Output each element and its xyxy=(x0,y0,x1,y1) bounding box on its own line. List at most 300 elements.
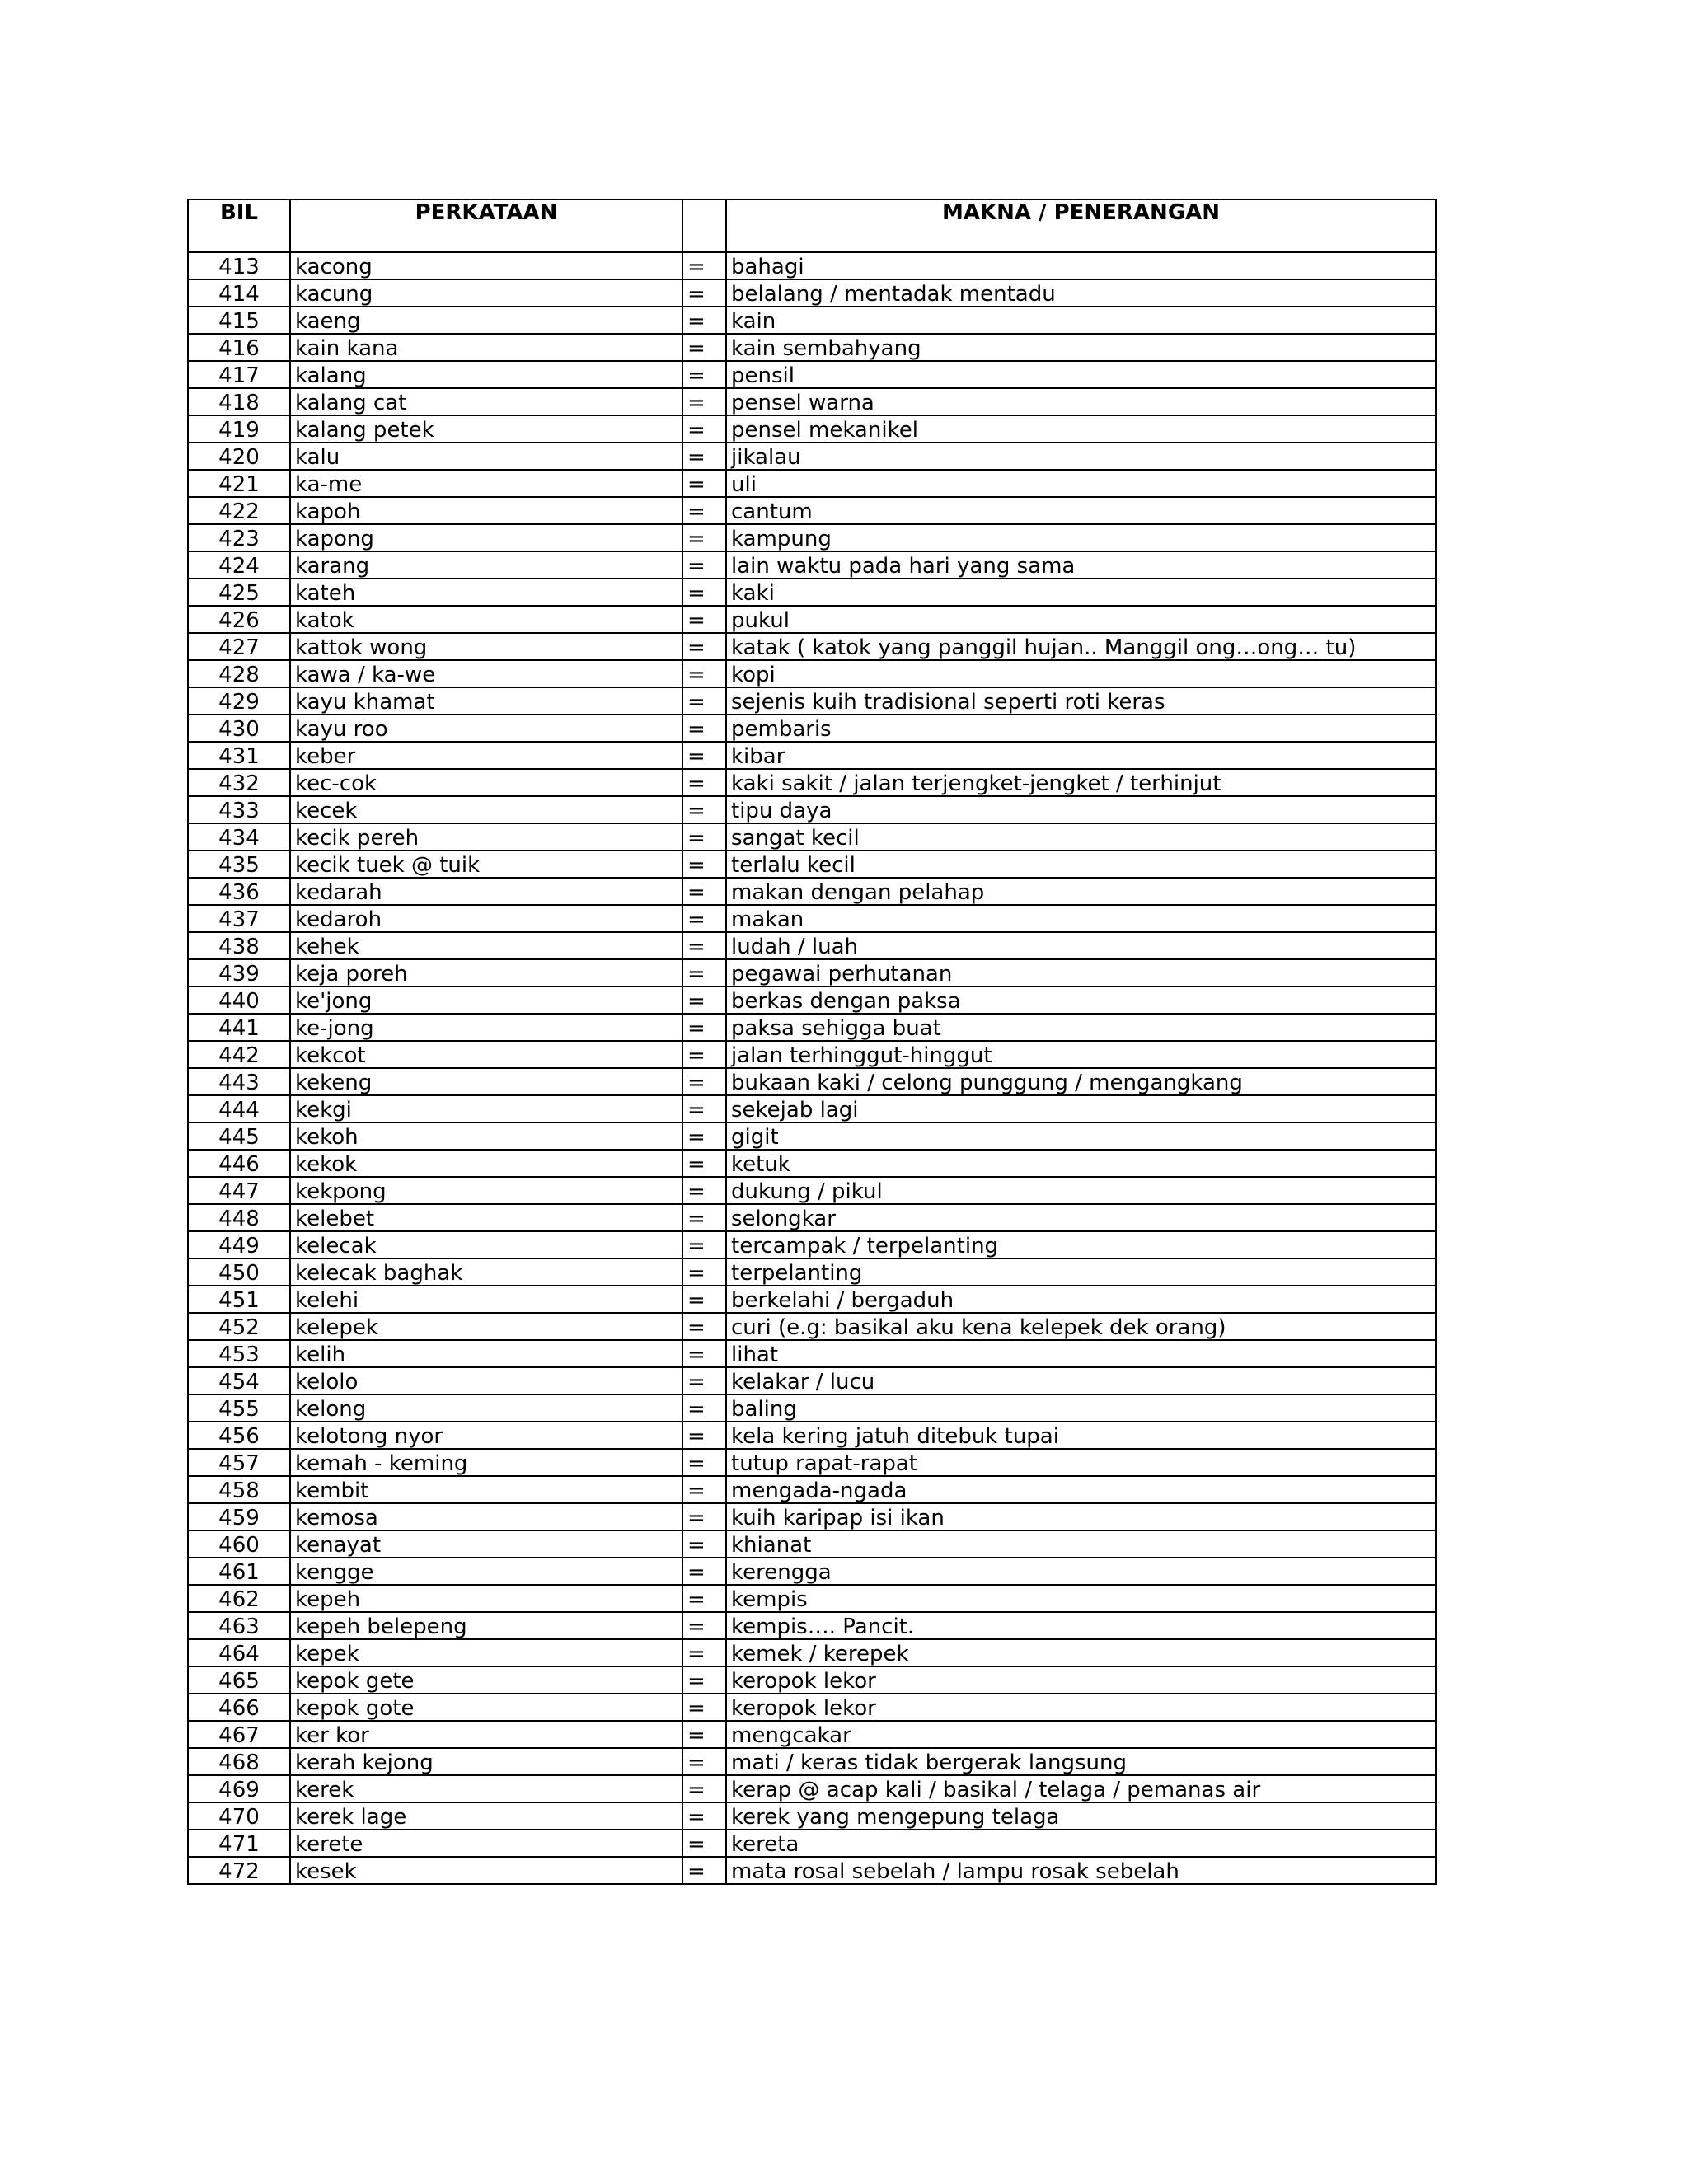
row-meaning: kempis…. Pancit. xyxy=(726,1612,1436,1639)
row-equals: = xyxy=(682,715,726,742)
row-number: 447 xyxy=(188,1177,290,1204)
row-word: kelebet xyxy=(290,1204,682,1231)
table-row xyxy=(188,742,1436,769)
row-number: 467 xyxy=(188,1721,290,1748)
row-meaning: kerap @ acap kali / basikal / telaga / pemanas air xyxy=(726,1775,1436,1802)
table-row xyxy=(188,1775,1436,1802)
row-number: 459 xyxy=(188,1503,290,1530)
row-meaning: berkelahi / bergaduh xyxy=(726,1286,1436,1313)
row-equals: = xyxy=(682,334,726,361)
row-number: 416 xyxy=(188,334,290,361)
row-meaning: pegawai perhutanan xyxy=(726,959,1436,987)
row-equals: = xyxy=(682,1068,726,1095)
table-row xyxy=(188,1857,1436,1884)
row-word: kemah - keming xyxy=(290,1449,682,1476)
row-meaning: ludah / luah xyxy=(726,932,1436,959)
row-meaning: terpelanting xyxy=(726,1258,1436,1286)
row-meaning: kempis xyxy=(726,1585,1436,1612)
row-meaning: paksa sehigga buat xyxy=(726,1014,1436,1041)
row-number: 430 xyxy=(188,715,290,742)
row-equals: = xyxy=(682,1775,726,1802)
row-number: 470 xyxy=(188,1802,290,1830)
row-number: 449 xyxy=(188,1231,290,1258)
header-row xyxy=(188,199,1436,252)
row-equals: = xyxy=(682,606,726,633)
table-row xyxy=(188,252,1436,279)
row-number: 426 xyxy=(188,606,290,633)
row-word: kain kana xyxy=(290,334,682,361)
row-word: kapong xyxy=(290,524,682,551)
row-meaning: jikalau xyxy=(726,443,1436,470)
row-word: kec-cok xyxy=(290,769,682,796)
header-bil: BIL xyxy=(188,199,290,252)
row-equals: = xyxy=(682,1449,726,1476)
row-number: 455 xyxy=(188,1394,290,1422)
table-row xyxy=(188,959,1436,987)
row-meaning: makan dengan pelahap xyxy=(726,878,1436,905)
row-meaning: kuih karipap isi ikan xyxy=(726,1503,1436,1530)
row-word: kecik tuek @ tuik xyxy=(290,851,682,878)
row-word: keja poreh xyxy=(290,959,682,987)
row-number: 453 xyxy=(188,1340,290,1367)
row-number: 439 xyxy=(188,959,290,987)
row-word: kerek xyxy=(290,1775,682,1802)
table-row xyxy=(188,687,1436,715)
row-equals: = xyxy=(682,1530,726,1558)
row-number: 472 xyxy=(188,1857,290,1884)
table-row xyxy=(188,1530,1436,1558)
table-row xyxy=(188,1612,1436,1639)
row-equals: = xyxy=(682,551,726,579)
row-equals: = xyxy=(682,796,726,823)
row-equals: = xyxy=(682,742,726,769)
row-meaning: pensil xyxy=(726,361,1436,388)
row-meaning: pembaris xyxy=(726,715,1436,742)
row-number: 437 xyxy=(188,905,290,932)
glossary-table xyxy=(187,199,1437,1885)
row-word: kelecak baghak xyxy=(290,1258,682,1286)
row-number: 460 xyxy=(188,1530,290,1558)
row-meaning: kaki sakit / jalan terjengket-jengket / terhinjut xyxy=(726,769,1436,796)
row-equals: = xyxy=(682,878,726,905)
table-row xyxy=(188,823,1436,851)
row-number: 443 xyxy=(188,1068,290,1095)
row-equals: = xyxy=(682,1694,726,1721)
row-word: kenayat xyxy=(290,1530,682,1558)
table-row xyxy=(188,1286,1436,1313)
row-equals: = xyxy=(682,307,726,334)
row-meaning: tercampak / terpelanting xyxy=(726,1231,1436,1258)
row-meaning: uli xyxy=(726,470,1436,497)
row-word: kaeng xyxy=(290,307,682,334)
header-word: PERKATAAN xyxy=(290,199,682,252)
row-equals: = xyxy=(682,1177,726,1204)
table-row xyxy=(188,1204,1436,1231)
row-equals: = xyxy=(682,1340,726,1367)
row-equals: = xyxy=(682,851,726,878)
table-row xyxy=(188,1422,1436,1449)
table-row xyxy=(188,1231,1436,1258)
row-number: 420 xyxy=(188,443,290,470)
row-meaning: terlalu kecil xyxy=(726,851,1436,878)
table-row xyxy=(188,878,1436,905)
row-word: kekpong xyxy=(290,1177,682,1204)
table-row xyxy=(188,1122,1436,1150)
row-number: 424 xyxy=(188,551,290,579)
row-equals: = xyxy=(682,579,726,606)
row-word: kekcot xyxy=(290,1041,682,1068)
row-word: ke'jong xyxy=(290,987,682,1014)
table-row xyxy=(188,415,1436,443)
row-meaning: cantum xyxy=(726,497,1436,524)
table-row xyxy=(188,1802,1436,1830)
row-meaning: kerek yang mengepung telaga xyxy=(726,1802,1436,1830)
row-equals: = xyxy=(682,1748,726,1775)
row-meaning: dukung / pikul xyxy=(726,1177,1436,1204)
row-equals: = xyxy=(682,1802,726,1830)
row-number: 462 xyxy=(188,1585,290,1612)
row-meaning: lain waktu pada hari yang sama xyxy=(726,551,1436,579)
table-row xyxy=(188,606,1436,633)
row-number: 423 xyxy=(188,524,290,551)
table-row xyxy=(188,1150,1436,1177)
row-number: 425 xyxy=(188,579,290,606)
row-number: 428 xyxy=(188,660,290,687)
row-number: 421 xyxy=(188,470,290,497)
table-row xyxy=(188,1394,1436,1422)
row-meaning: gigit xyxy=(726,1122,1436,1150)
row-word: kelecak xyxy=(290,1231,682,1258)
table-row xyxy=(188,579,1436,606)
table-row xyxy=(188,1585,1436,1612)
table-row xyxy=(188,361,1436,388)
row-word: kecik pereh xyxy=(290,823,682,851)
table-row xyxy=(188,1748,1436,1775)
row-number: 445 xyxy=(188,1122,290,1150)
table-row xyxy=(188,715,1436,742)
table-row xyxy=(188,1014,1436,1041)
row-word: kepok gote xyxy=(290,1694,682,1721)
row-meaning: sangat kecil xyxy=(726,823,1436,851)
row-word: kawa / ka-we xyxy=(290,660,682,687)
row-word: kapoh xyxy=(290,497,682,524)
row-meaning: kain sembahyang xyxy=(726,334,1436,361)
row-number: 441 xyxy=(188,1014,290,1041)
table-row xyxy=(188,1095,1436,1122)
row-equals: = xyxy=(682,1666,726,1694)
row-word: kalang xyxy=(290,361,682,388)
row-equals: = xyxy=(682,1014,726,1041)
row-meaning: khianat xyxy=(726,1530,1436,1558)
row-word: ka-me xyxy=(290,470,682,497)
row-number: 444 xyxy=(188,1095,290,1122)
row-equals: = xyxy=(682,1612,726,1639)
row-number: 466 xyxy=(188,1694,290,1721)
header-equals xyxy=(682,199,726,252)
row-word: kengge xyxy=(290,1558,682,1585)
row-meaning: makan xyxy=(726,905,1436,932)
row-number: 456 xyxy=(188,1422,290,1449)
row-equals: = xyxy=(682,769,726,796)
row-number: 465 xyxy=(188,1666,290,1694)
table-row xyxy=(188,1639,1436,1666)
row-equals: = xyxy=(682,1422,726,1449)
row-word: kekgi xyxy=(290,1095,682,1122)
row-word: kattok wong xyxy=(290,633,682,660)
table-row xyxy=(188,1830,1436,1857)
row-meaning: bukaan kaki / celong punggung / mengangkang xyxy=(726,1068,1436,1095)
table-row xyxy=(188,769,1436,796)
row-meaning: bahagi xyxy=(726,252,1436,279)
row-number: 419 xyxy=(188,415,290,443)
table-row xyxy=(188,1313,1436,1340)
row-word: kalu xyxy=(290,443,682,470)
table-row xyxy=(188,1476,1436,1503)
table-row xyxy=(188,932,1436,959)
row-equals: = xyxy=(682,497,726,524)
row-equals: = xyxy=(682,1721,726,1748)
row-number: 422 xyxy=(188,497,290,524)
table-row xyxy=(188,307,1436,334)
row-meaning: keropok lekor xyxy=(726,1666,1436,1694)
row-meaning: mengcakar xyxy=(726,1721,1436,1748)
table-header xyxy=(188,199,1436,252)
row-meaning: sejenis kuih tradisional seperti roti keras xyxy=(726,687,1436,715)
row-number: 450 xyxy=(188,1258,290,1286)
row-equals: = xyxy=(682,1204,726,1231)
row-word: karang xyxy=(290,551,682,579)
row-meaning: kibar xyxy=(726,742,1436,769)
row-word: kedarah xyxy=(290,878,682,905)
row-word: kemosa xyxy=(290,1503,682,1530)
row-word: kalang petek xyxy=(290,415,682,443)
row-equals: = xyxy=(682,443,726,470)
row-equals: = xyxy=(682,252,726,279)
row-word: kelolo xyxy=(290,1367,682,1394)
table-body xyxy=(188,252,1436,1884)
row-number: 436 xyxy=(188,878,290,905)
row-equals: = xyxy=(682,1313,726,1340)
row-number: 440 xyxy=(188,987,290,1014)
row-number: 433 xyxy=(188,796,290,823)
row-meaning: ketuk xyxy=(726,1150,1436,1177)
row-equals: = xyxy=(682,1476,726,1503)
row-word: kayu khamat xyxy=(290,687,682,715)
row-number: 413 xyxy=(188,252,290,279)
table-row xyxy=(188,1068,1436,1095)
row-meaning: tipu daya xyxy=(726,796,1436,823)
table-row xyxy=(188,633,1436,660)
row-number: 458 xyxy=(188,1476,290,1503)
row-word: kecek xyxy=(290,796,682,823)
row-word: kerah kejong xyxy=(290,1748,682,1775)
row-number: 432 xyxy=(188,769,290,796)
row-number: 464 xyxy=(188,1639,290,1666)
row-meaning: kopi xyxy=(726,660,1436,687)
row-equals: = xyxy=(682,361,726,388)
row-equals: = xyxy=(682,1857,726,1884)
row-number: 463 xyxy=(188,1612,290,1639)
table-row xyxy=(188,1177,1436,1204)
row-equals: = xyxy=(682,959,726,987)
table-row xyxy=(188,524,1436,551)
row-word: katok xyxy=(290,606,682,633)
row-number: 442 xyxy=(188,1041,290,1068)
row-equals: = xyxy=(682,823,726,851)
row-word: kelotong nyor xyxy=(290,1422,682,1449)
row-word: kedaroh xyxy=(290,905,682,932)
table-row xyxy=(188,987,1436,1014)
row-meaning: baling xyxy=(726,1394,1436,1422)
row-word: kerete xyxy=(290,1830,682,1857)
row-meaning: sekejab lagi xyxy=(726,1095,1436,1122)
row-meaning: kela kering jatuh ditebuk tupai xyxy=(726,1422,1436,1449)
row-equals: = xyxy=(682,1394,726,1422)
row-meaning: lihat xyxy=(726,1340,1436,1367)
row-meaning: kelakar / lucu xyxy=(726,1367,1436,1394)
row-equals: = xyxy=(682,1367,726,1394)
row-word: kehek xyxy=(290,932,682,959)
row-number: 415 xyxy=(188,307,290,334)
row-equals: = xyxy=(682,1830,726,1857)
row-word: kerek lage xyxy=(290,1802,682,1830)
row-word: kepeh belepeng xyxy=(290,1612,682,1639)
row-number: 468 xyxy=(188,1748,290,1775)
row-number: 417 xyxy=(188,361,290,388)
row-number: 434 xyxy=(188,823,290,851)
row-meaning: mati / keras tidak bergerak langsung xyxy=(726,1748,1436,1775)
row-equals: = xyxy=(682,1231,726,1258)
row-equals: = xyxy=(682,1286,726,1313)
row-word: kelehi xyxy=(290,1286,682,1313)
row-word: kepeh xyxy=(290,1585,682,1612)
table-row xyxy=(188,1558,1436,1585)
row-word: kesek xyxy=(290,1857,682,1884)
row-word: keber xyxy=(290,742,682,769)
row-equals: = xyxy=(682,633,726,660)
row-word: ke-jong xyxy=(290,1014,682,1041)
row-number: 461 xyxy=(188,1558,290,1585)
row-equals: = xyxy=(682,1558,726,1585)
row-word: kekeng xyxy=(290,1068,682,1095)
row-number: 438 xyxy=(188,932,290,959)
row-number: 414 xyxy=(188,279,290,307)
row-equals: = xyxy=(682,1041,726,1068)
row-meaning: kemek / kerepek xyxy=(726,1639,1436,1666)
row-number: 457 xyxy=(188,1449,290,1476)
row-equals: = xyxy=(682,388,726,415)
row-word: kembit xyxy=(290,1476,682,1503)
row-meaning: selongkar xyxy=(726,1204,1436,1231)
row-word: kepok gete xyxy=(290,1666,682,1694)
row-meaning: kerengga xyxy=(726,1558,1436,1585)
table-row xyxy=(188,1721,1436,1748)
row-word: kacong xyxy=(290,252,682,279)
row-word: kekoh xyxy=(290,1122,682,1150)
row-number: 418 xyxy=(188,388,290,415)
row-meaning: kain xyxy=(726,307,1436,334)
table-row xyxy=(188,1258,1436,1286)
row-word: kelong xyxy=(290,1394,682,1422)
row-equals: = xyxy=(682,470,726,497)
row-meaning: kampung xyxy=(726,524,1436,551)
table-row xyxy=(188,443,1436,470)
row-word: kacung xyxy=(290,279,682,307)
table-row xyxy=(188,1666,1436,1694)
row-equals: = xyxy=(682,1122,726,1150)
row-number: 451 xyxy=(188,1286,290,1313)
row-word: kelih xyxy=(290,1340,682,1367)
row-number: 469 xyxy=(188,1775,290,1802)
row-number: 448 xyxy=(188,1204,290,1231)
row-equals: = xyxy=(682,1150,726,1177)
table-row xyxy=(188,497,1436,524)
row-equals: = xyxy=(682,279,726,307)
table-row xyxy=(188,279,1436,307)
row-equals: = xyxy=(682,524,726,551)
table-row xyxy=(188,1694,1436,1721)
row-number: 471 xyxy=(188,1830,290,1857)
table-row xyxy=(188,470,1436,497)
row-meaning: mengada-ngada xyxy=(726,1476,1436,1503)
row-equals: = xyxy=(682,932,726,959)
row-word: kalang cat xyxy=(290,388,682,415)
row-equals: = xyxy=(682,987,726,1014)
table-row xyxy=(188,1503,1436,1530)
table-row xyxy=(188,1041,1436,1068)
table-row xyxy=(188,388,1436,415)
row-equals: = xyxy=(682,415,726,443)
row-meaning: belalang / mentadak mentadu xyxy=(726,279,1436,307)
row-equals: = xyxy=(682,1258,726,1286)
row-meaning: katak ( katok yang panggil hujan.. Manggil ong…ong… tu) xyxy=(726,633,1436,660)
table-row xyxy=(188,334,1436,361)
row-equals: = xyxy=(682,687,726,715)
table-row xyxy=(188,851,1436,878)
row-meaning: tutup rapat-rapat xyxy=(726,1449,1436,1476)
row-meaning: keropok lekor xyxy=(726,1694,1436,1721)
row-word: kelepek xyxy=(290,1313,682,1340)
row-meaning: pensel mekanikel xyxy=(726,415,1436,443)
row-equals: = xyxy=(682,660,726,687)
row-number: 427 xyxy=(188,633,290,660)
table-row xyxy=(188,551,1436,579)
table-row xyxy=(188,905,1436,932)
row-equals: = xyxy=(682,1585,726,1612)
row-equals: = xyxy=(682,1095,726,1122)
row-word: kekok xyxy=(290,1150,682,1177)
row-equals: = xyxy=(682,1503,726,1530)
row-meaning: jalan terhinggut-hinggut xyxy=(726,1041,1436,1068)
row-number: 452 xyxy=(188,1313,290,1340)
row-equals: = xyxy=(682,905,726,932)
header-meaning: MAKNA / PENERANGAN xyxy=(726,199,1436,252)
table-row xyxy=(188,796,1436,823)
row-meaning: kaki xyxy=(726,579,1436,606)
row-word: kayu roo xyxy=(290,715,682,742)
row-meaning: curi (e.g: basikal aku kena kelepek dek orang) xyxy=(726,1313,1436,1340)
row-number: 454 xyxy=(188,1367,290,1394)
row-number: 429 xyxy=(188,687,290,715)
row-meaning: berkas dengan paksa xyxy=(726,987,1436,1014)
table-row xyxy=(188,1340,1436,1367)
row-equals: = xyxy=(682,1639,726,1666)
row-word: kateh xyxy=(290,579,682,606)
row-meaning: kereta xyxy=(726,1830,1436,1857)
row-number: 431 xyxy=(188,742,290,769)
row-meaning: pukul xyxy=(726,606,1436,633)
table-row xyxy=(188,660,1436,687)
